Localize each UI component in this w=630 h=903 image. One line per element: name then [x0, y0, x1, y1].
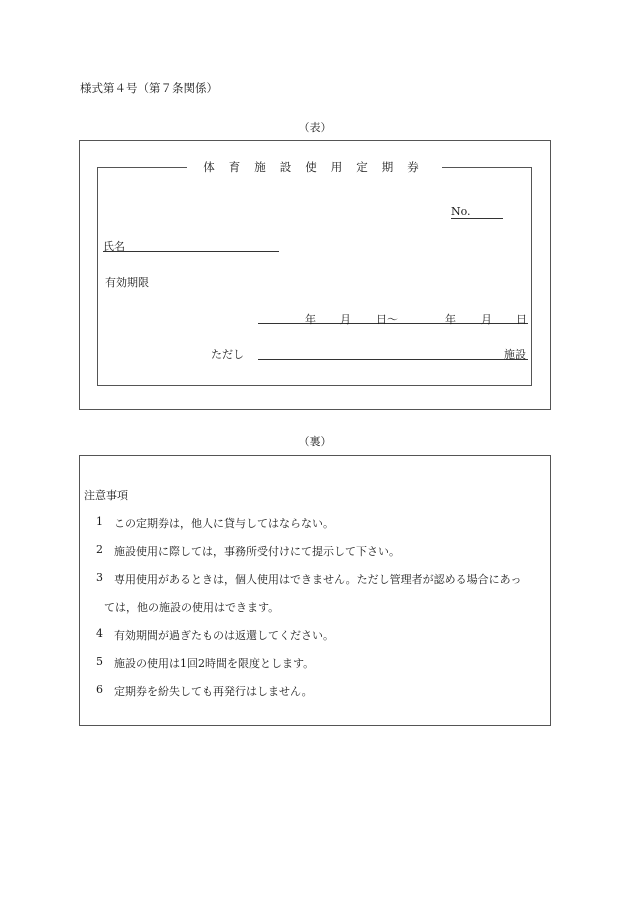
note-text: ては，他の施設の使用はできます。	[104, 601, 280, 614]
form-number: 様式第４号（第７条関係）	[80, 81, 218, 95]
note-text: この定期券は，他人に貸与してはならない。	[114, 517, 334, 530]
period-end-month: 月	[481, 313, 492, 326]
ticket-title: 体育施設使用定期券	[203, 160, 433, 174]
ticket-number-label: No.	[451, 205, 471, 218]
period-start-year: 年	[305, 313, 316, 326]
note-text: 専用使用があるときは，個人使用はできません。ただし管理者が認める場合にあっ	[114, 573, 522, 586]
period-end-day: 日	[516, 313, 527, 326]
front-side-label: （表）	[298, 121, 332, 134]
name-field[interactable]	[103, 251, 279, 252]
note-text: 施設の使用は1回2時間を限度とします。	[114, 657, 315, 670]
note-number: 4	[96, 627, 103, 640]
period-start-month: 月	[340, 313, 351, 326]
note-number: 1	[96, 515, 103, 528]
period-start-day: 日～	[376, 313, 398, 326]
condition-label: ただし	[211, 348, 244, 361]
back-side-label: （裏）	[298, 435, 332, 448]
note-number: 3	[96, 571, 103, 584]
note-number: 5	[96, 655, 103, 668]
ticket-frame	[97, 167, 532, 386]
note-number: 2	[96, 543, 103, 556]
facility-field[interactable]	[258, 359, 528, 360]
notes-heading: 注意事項	[84, 489, 128, 502]
title-rule-right	[442, 167, 532, 168]
note-text: 施設使用に際しては，事務所受付けにて提示して下さい。	[114, 545, 400, 558]
ticket-number-field[interactable]	[451, 218, 503, 219]
note-text: 有効期間が過ぎたものは返還してください。	[114, 629, 334, 642]
note-text: 定期券を紛失しても再発行はしません。	[114, 685, 313, 698]
name-label: 氏名	[103, 240, 125, 253]
period-end-year: 年	[445, 313, 456, 326]
note-number: 6	[96, 683, 103, 696]
valid-period-label: 有効期限	[105, 276, 149, 289]
facility-label: 施設	[504, 348, 526, 361]
title-rule-left	[97, 167, 187, 168]
